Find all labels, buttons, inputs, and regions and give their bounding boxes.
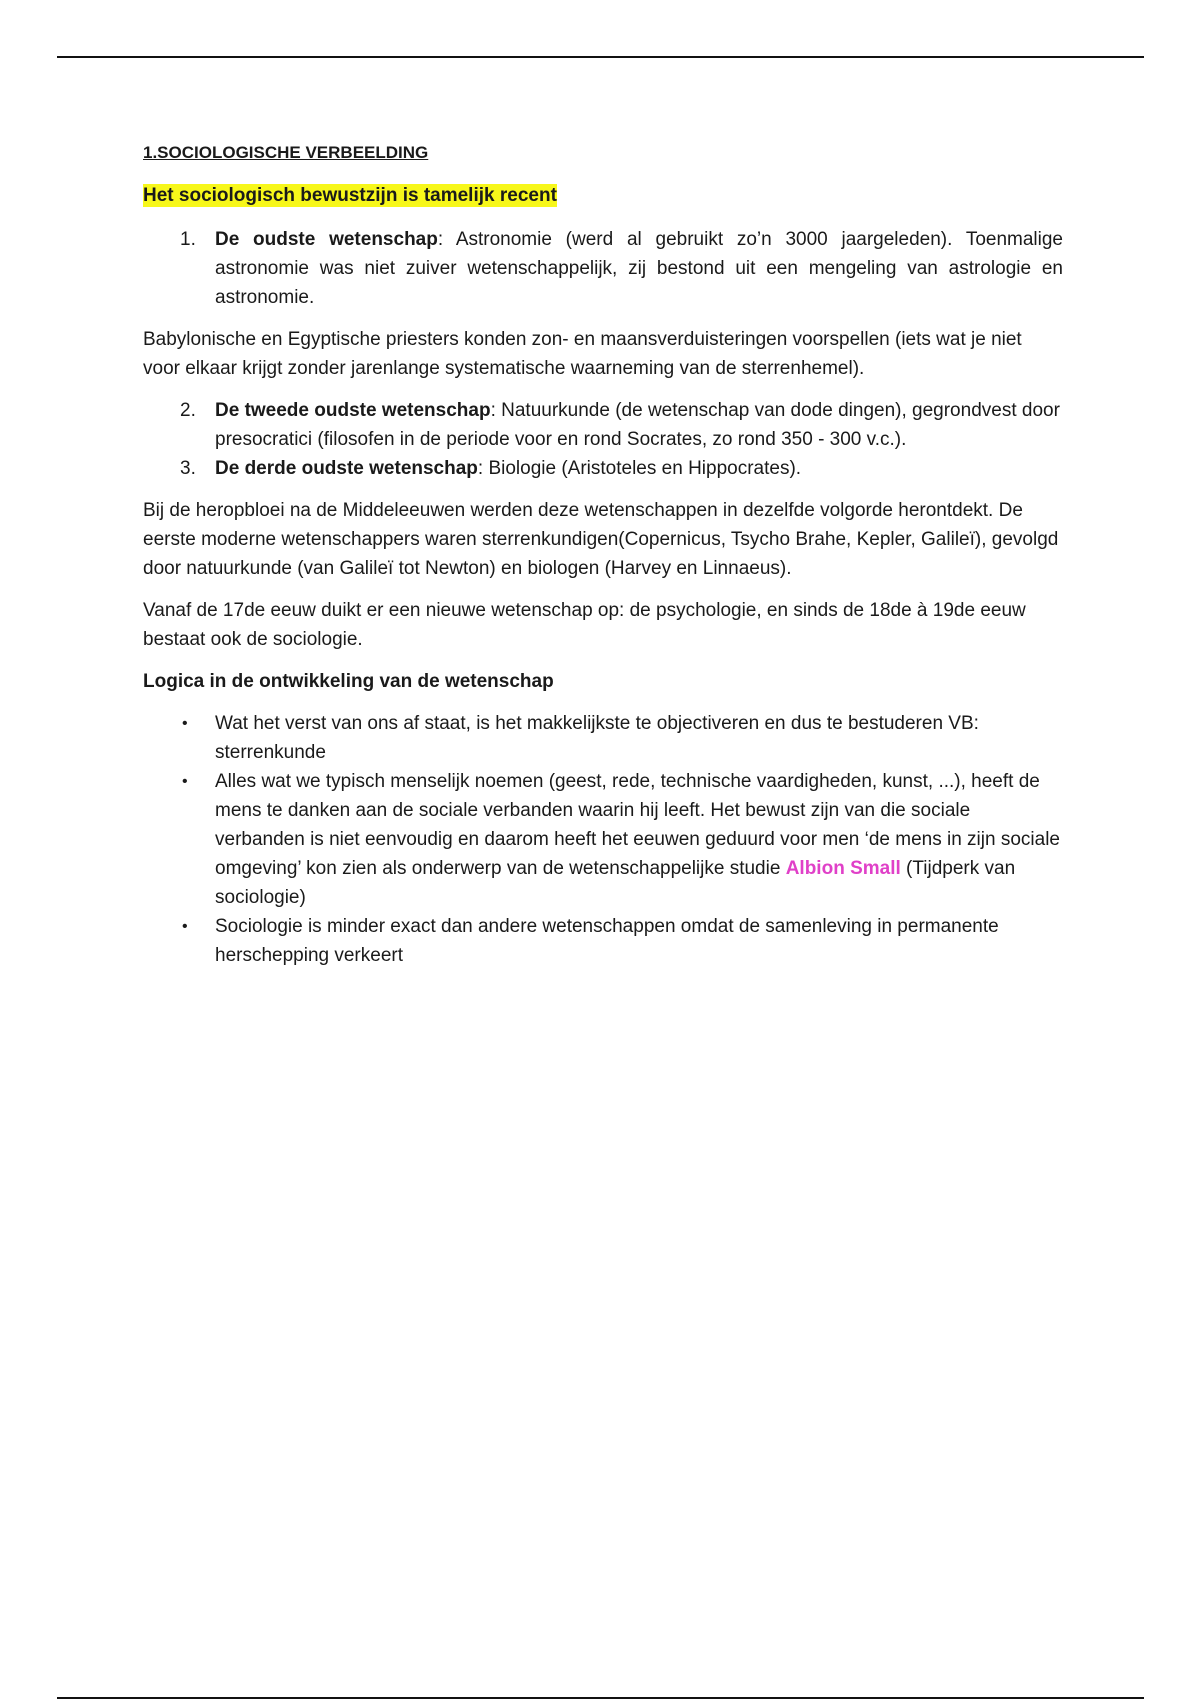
bullet-icon: • [182, 715, 188, 732]
bullet-text: Alles wat we typisch menselijk noemen (geest, rede, technische vaardigheden, kunst, ...), heeft de mens te danken aan de sociale verbanden waarin hij leeft. Het bewust zijn van die sociale verbanden is niet eenvoudig en daarom heeft het eeuwen geduurd voor men ‘de mens in zijn sociale omgeving’ kon zien als onderwerp van de wetenschappelijke studie [215, 771, 1060, 879]
section-title: 1.SOCIOLOGISCHE VERBEELDING [143, 143, 429, 162]
list-item-text: : Astronomie (werd al gebruikt zo’n 3000 jaargeleden). Toenmalige astronomie was niet zuiver wetenschappelijk, zij bestond uit een mengeling van astrologie en astronomie. [215, 229, 1063, 308]
bullet-item [143, 709, 1063, 767]
list-item [143, 454, 1063, 483]
list-item-lead: De derde oudste wetenschap [215, 458, 478, 479]
list-number: 2. [180, 400, 196, 421]
paragraph: Babylonische en Egyptische priesters konden zon- en maansverduisteringen voorspellen (iets wat je niet voor elkaar krijgt zonder jarenlange systematische waarneming van de sterrenhemel). [143, 329, 1022, 379]
bullet-list [143, 709, 1063, 970]
subheading: Logica in de ontwikkeling van de wetenschap [143, 671, 554, 692]
bullet-icon: • [182, 773, 188, 790]
list-item-text: : Natuurkunde (de wetenschap van dode dingen), gegrondvest door presocratici (filosofen in de periode voor en rond Socrates, zo rond 350 - 300 v.c.). [215, 400, 1060, 450]
bottom-rule [57, 1697, 1144, 1699]
list-item-lead: De tweede oudste wetenschap [215, 400, 491, 421]
numbered-list-2 [143, 396, 1063, 483]
highlighted-name: Albion Small [785, 858, 901, 879]
top-rule [57, 56, 1144, 58]
bullet-text: Sociologie is minder exact dan andere wetenschappen omdat de samenleving in permanente herschepping verkeert [215, 916, 999, 966]
document-body [143, 140, 1063, 983]
list-number: 3. [180, 458, 196, 479]
bullet-item [143, 912, 1063, 970]
list-item-lead: De oudste wetenschap [215, 229, 438, 250]
paragraph: Bij de heropbloei na de Middeleeuwen werden deze wetenschappen in dezelfde volgorde herontdekt. De eerste moderne wetenschappers waren sterrenkundigen(Copernicus, Tsycho Brahe, Kepler, Galileï), gevolgd door natuurkunde (van Galileï tot Newton) en biologen (Harvey en Linnaeus). [143, 500, 1059, 579]
bullet-icon: • [182, 918, 188, 935]
list-item-text: : Biologie (Aristoteles en Hippocrates). [477, 458, 802, 479]
highlighted-heading: Het sociologisch bewustzijn is tamelijk recent [143, 185, 557, 206]
list-number: 1. [180, 229, 196, 250]
numbered-list-1 [143, 225, 1063, 312]
highlighted-heading-wrap [143, 181, 1063, 210]
bullet-item [143, 767, 1063, 912]
list-item [143, 225, 1063, 312]
bullet-text-suffix: (Tijdperk van sociologie) [215, 858, 1016, 908]
list-item [143, 396, 1063, 454]
bullet-text: Wat het verst van ons af staat, is het makkelijkste te objectiveren en dus te bestuderen VB: sterrenkunde [215, 713, 979, 763]
paragraph: Vanaf de 17de eeuw duikt er een nieuwe wetenschap op: de psychologie, en sinds de 18de à 19de eeuw bestaat ook de sociologie. [143, 600, 1026, 650]
